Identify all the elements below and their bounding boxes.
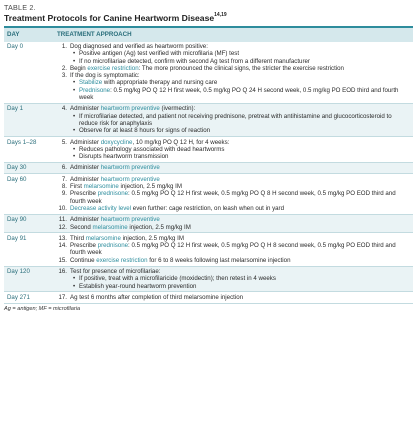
highlighted-term: Decrease activity level bbox=[70, 204, 132, 212]
step-number: 5. bbox=[61, 138, 67, 146]
step-text-segment: even further: cage restriction, on leash when out in yard bbox=[131, 204, 285, 212]
bullet-icon: • bbox=[73, 57, 76, 65]
highlighted-term: exercise restriction bbox=[87, 64, 139, 72]
step-list bbox=[57, 164, 410, 171]
step-item bbox=[57, 294, 410, 301]
step-item bbox=[57, 164, 410, 171]
step-text-segment: for 6 to 8 weeks following last melarsomine injection bbox=[147, 256, 291, 264]
bullet-text-segment: with appropriate therapy and nursing care bbox=[102, 79, 218, 87]
table-row bbox=[4, 174, 413, 214]
step-text-segment: : 0.5 mg/kg PO Q 12 H first week, 0.5 mg/kg PO Q 8 H second week, 0.5 mg/kg PO EOD third and fourth week bbox=[70, 190, 396, 205]
highlighted-term: heartworm preventive bbox=[100, 216, 160, 224]
bullet-text-segment: Disrupts heartworm transmission bbox=[79, 153, 169, 161]
highlighted-term: doxycycline bbox=[100, 138, 133, 146]
bullet-icon: • bbox=[73, 145, 76, 153]
step-text bbox=[70, 65, 410, 72]
step-text-segment: (ivermectin): bbox=[159, 105, 196, 113]
step-text bbox=[70, 43, 410, 50]
step-text bbox=[70, 294, 410, 301]
step-text bbox=[70, 242, 410, 257]
bullet-item bbox=[57, 127, 410, 134]
step-item bbox=[57, 105, 410, 112]
step-text-segment: Third bbox=[70, 234, 86, 242]
step-item bbox=[57, 235, 410, 242]
bullet-text bbox=[79, 127, 410, 134]
step-item bbox=[57, 216, 410, 223]
step-text-segment: , 10 mg/kg PO Q 12 H, for 4 weeks: bbox=[132, 138, 230, 146]
step-text-segment: injection, 2.5 mg/kg IM bbox=[127, 223, 191, 231]
day-cell: Day 60 bbox=[4, 174, 54, 214]
bullet-icon: • bbox=[73, 50, 76, 58]
highlighted-term: Stabilize bbox=[79, 79, 103, 87]
highlighted-term: prednisone bbox=[97, 190, 129, 198]
bullet-icon: • bbox=[73, 282, 76, 290]
approach-cell bbox=[54, 162, 413, 173]
header-approach: TREATMENT APPROACH bbox=[54, 28, 413, 42]
step-text-segment: Administer bbox=[70, 105, 101, 113]
step-text bbox=[70, 183, 410, 190]
step-number: 10. bbox=[58, 204, 67, 212]
step-item bbox=[57, 65, 410, 72]
day-cell: Day 120 bbox=[4, 266, 54, 292]
title-references: 14,19 bbox=[214, 12, 227, 18]
bullet-text bbox=[79, 50, 410, 57]
step-number: 8. bbox=[61, 183, 67, 191]
step-text-segment: Prescribe bbox=[70, 190, 98, 198]
step-text bbox=[70, 72, 410, 79]
step-text bbox=[70, 190, 410, 205]
bullet-item bbox=[57, 275, 410, 282]
bullet-text-segment: If no microfilariae detected, confirm with second Ag test from a different manufacturer bbox=[79, 57, 310, 65]
day-cell: Day 1 bbox=[4, 103, 54, 136]
step-item bbox=[57, 257, 410, 264]
step-text-segment: Dog diagnosed and verified as heartworm positive: bbox=[70, 43, 208, 50]
step-text-segment: Administer bbox=[70, 164, 101, 172]
step-text-segment: Administer bbox=[70, 175, 101, 183]
table-row bbox=[4, 292, 413, 303]
step-text-segment: Ag test 6 months after completion of third melarsomine injection bbox=[70, 293, 244, 301]
step-number: 12. bbox=[58, 223, 67, 231]
step-list bbox=[57, 139, 410, 161]
highlighted-term: melarsomine bbox=[83, 183, 119, 191]
step-item bbox=[57, 72, 410, 79]
bullet-icon: • bbox=[73, 112, 76, 120]
bullet-icon: • bbox=[73, 86, 76, 94]
bullet-item bbox=[57, 113, 410, 128]
step-text-segment: Test for presence of microfilariae: bbox=[70, 268, 161, 276]
day-cell: Day 271 bbox=[4, 292, 54, 303]
table-body bbox=[4, 42, 413, 304]
table-row bbox=[4, 266, 413, 292]
day-cell: Days 1–28 bbox=[4, 137, 54, 163]
bullet-text-segment: Observe for at least 8 hours for signs of reaction bbox=[79, 127, 211, 135]
bullet-icon: • bbox=[73, 275, 76, 283]
approach-cell bbox=[54, 137, 413, 163]
step-item bbox=[57, 242, 410, 257]
step-text bbox=[70, 205, 410, 212]
bullet-icon: • bbox=[73, 127, 76, 135]
table-container bbox=[4, 0, 413, 312]
day-cell: Day 91 bbox=[4, 233, 54, 266]
step-list bbox=[57, 176, 410, 212]
bullet-text-segment: Positive antigen (Ag) test verified with microfilaria (MF) test bbox=[79, 50, 240, 58]
step-item bbox=[57, 205, 410, 212]
bullet-item bbox=[57, 283, 410, 290]
step-list bbox=[57, 268, 410, 290]
bullet-text bbox=[79, 153, 410, 160]
step-text-segment: Prescribe bbox=[70, 242, 98, 250]
step-text bbox=[70, 257, 410, 264]
step-item bbox=[57, 224, 410, 231]
bullet-item bbox=[57, 50, 410, 57]
title-text: Treatment Protocols for Canine Heartworm Disease bbox=[4, 13, 215, 23]
approach-cell bbox=[54, 233, 413, 266]
approach-cell bbox=[54, 42, 413, 104]
bullet-text-segment: Establish year-round heartworm prevention bbox=[79, 282, 197, 290]
step-list bbox=[57, 43, 410, 101]
step-text bbox=[70, 235, 410, 242]
step-item bbox=[57, 268, 410, 275]
table-footnote: Ag = antigen; MF = microfilaria bbox=[4, 305, 81, 312]
step-text-segment: : The more pronounced the clinical signs, the stricter the exercise restriction bbox=[138, 64, 344, 72]
bullet-text-segment: Reduces pathology associated with dead heartworms bbox=[79, 145, 225, 153]
highlighted-term: prednisone bbox=[97, 242, 129, 250]
step-item bbox=[57, 190, 410, 205]
step-number: 15. bbox=[58, 256, 67, 264]
table-label: TABLE 2. bbox=[4, 3, 36, 12]
step-list bbox=[57, 294, 410, 301]
step-text-segment: injection, 2.5 mg/kg IM bbox=[118, 183, 182, 191]
step-text-segment: : 0.5 mg/kg PO Q 12 H first week, 0.5 mg/kg PO Q H 8 second week, 0.5 mg/kg PO EOD third and fourth week bbox=[70, 242, 396, 257]
step-text-segment: Second bbox=[70, 223, 93, 231]
step-number: 14. bbox=[58, 242, 67, 250]
table-row bbox=[4, 162, 413, 173]
step-number: 2. bbox=[61, 64, 67, 72]
highlighted-term: heartworm preventive bbox=[100, 175, 160, 183]
step-number: 13. bbox=[58, 234, 67, 242]
day-cell: Day 0 bbox=[4, 42, 54, 104]
step-text-segment: Begin bbox=[70, 64, 88, 72]
approach-cell bbox=[54, 292, 413, 303]
protocol-table bbox=[4, 28, 413, 304]
step-number: 9. bbox=[61, 190, 67, 198]
bullet-icon: • bbox=[73, 79, 76, 87]
bullet-text-segment: If positive, treat with a microfilaricide (moxidectin); then retest in 4 weeks bbox=[79, 275, 276, 283]
day-cell: Day 30 bbox=[4, 162, 54, 173]
step-text-segment: injection, 2.5 mg/kg IM bbox=[120, 234, 184, 242]
step-text bbox=[70, 268, 410, 275]
highlighted-term: melarsomine bbox=[92, 223, 128, 231]
day-cell: Day 90 bbox=[4, 214, 54, 233]
highlighted-term: exercise restriction bbox=[96, 256, 148, 264]
step-text bbox=[70, 105, 410, 112]
table-row bbox=[4, 214, 413, 233]
table-row bbox=[4, 42, 413, 104]
highlighted-term: heartworm preventive bbox=[100, 105, 160, 113]
step-text bbox=[70, 224, 410, 231]
bullet-item bbox=[57, 87, 410, 102]
table-title bbox=[4, 13, 413, 23]
bullet-text bbox=[79, 113, 410, 128]
bullet-item bbox=[57, 79, 410, 86]
step-text bbox=[70, 216, 410, 223]
step-text-segment: Administer bbox=[70, 138, 101, 146]
table-row bbox=[4, 103, 413, 136]
step-text-segment: If the dog is symptomatic: bbox=[70, 72, 140, 80]
bullet-text-segment: If microfilariae detected, and patient not receiving prednisone, pretreat with antihistamine and glucocorticosteroid to reduce risk for anaphylaxis bbox=[79, 112, 392, 127]
step-text bbox=[70, 164, 410, 171]
step-number: 6. bbox=[61, 164, 67, 172]
table-row bbox=[4, 137, 413, 163]
bullet-text bbox=[79, 87, 410, 102]
highlighted-term: Prednisone bbox=[79, 86, 111, 94]
bullet-text bbox=[79, 79, 410, 86]
step-number: 11. bbox=[58, 216, 67, 224]
bullet-icon: • bbox=[73, 153, 76, 161]
approach-cell bbox=[54, 266, 413, 292]
step-text-segment: Continue bbox=[70, 256, 97, 264]
step-number: 3. bbox=[61, 72, 67, 80]
bullet-item bbox=[57, 58, 410, 65]
step-text bbox=[70, 139, 410, 146]
step-item bbox=[57, 139, 410, 146]
step-item bbox=[57, 183, 410, 190]
step-number: 4. bbox=[61, 105, 67, 113]
step-text bbox=[70, 176, 410, 183]
approach-cell bbox=[54, 103, 413, 136]
bullet-item bbox=[57, 153, 410, 160]
step-item bbox=[57, 176, 410, 183]
step-text-segment: First bbox=[70, 183, 84, 191]
approach-cell bbox=[54, 174, 413, 214]
step-number: 16. bbox=[58, 268, 67, 276]
highlighted-term: heartworm preventive bbox=[100, 164, 160, 172]
bullet-text bbox=[79, 283, 410, 290]
bullet-text bbox=[79, 146, 410, 153]
step-list bbox=[57, 105, 410, 134]
highlighted-term: melarsomine bbox=[85, 234, 121, 242]
step-list bbox=[57, 235, 410, 264]
approach-cell bbox=[54, 214, 413, 233]
bullet-text bbox=[79, 58, 410, 65]
table-row bbox=[4, 233, 413, 266]
bullet-text-segment: : 0.5 mg/kg PO Q 12 H first week, 0.5 mg/kg PO Q 24 H second week, 0.5 mg/kg PO EOD third and fourth week bbox=[79, 86, 399, 102]
step-number: 1. bbox=[61, 43, 67, 50]
header-row bbox=[4, 28, 413, 42]
bullet-text bbox=[79, 275, 410, 282]
header-day: DAY bbox=[4, 28, 54, 42]
step-list bbox=[57, 216, 410, 231]
step-number: 17. bbox=[58, 293, 67, 301]
step-number: 7. bbox=[61, 175, 67, 183]
bullet-item bbox=[57, 146, 410, 153]
step-text-segment: Administer bbox=[70, 216, 101, 224]
step-item bbox=[57, 43, 410, 50]
